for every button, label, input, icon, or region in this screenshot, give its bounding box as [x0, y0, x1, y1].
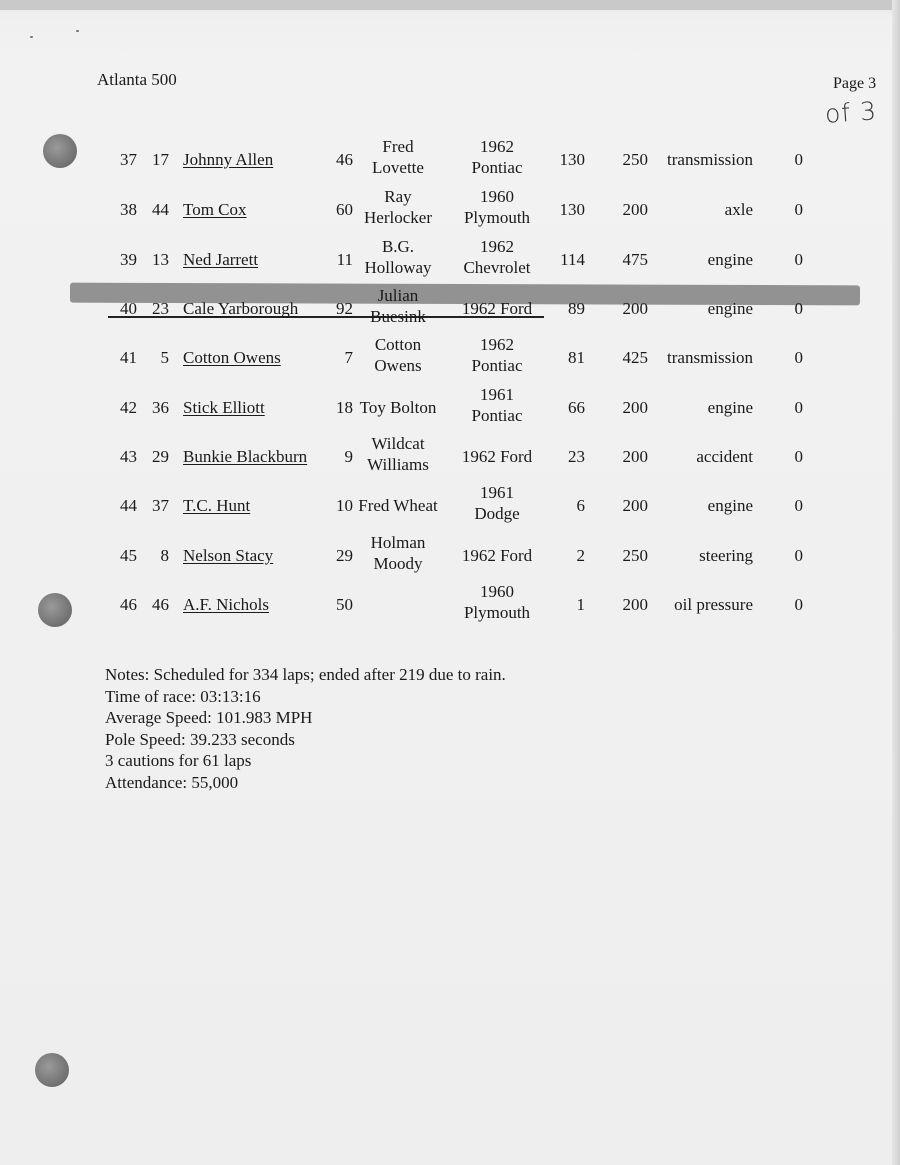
points: 0	[794, 398, 803, 417]
car-owner	[357, 334, 439, 376]
points: 0	[794, 447, 803, 466]
car-make-line: 1962	[480, 137, 514, 156]
car-make	[457, 298, 537, 319]
car-number: 50	[336, 595, 353, 614]
driver-link[interactable]: A.F. Nichols	[183, 595, 270, 614]
start-position: 8	[160, 546, 169, 565]
laps-completed: 130	[559, 150, 585, 169]
prize-money: 475	[622, 250, 648, 269]
car-owner	[357, 236, 439, 278]
points: 0	[794, 200, 803, 219]
start-position: 36	[152, 398, 169, 417]
finish-position: 42	[120, 398, 137, 417]
start-position: 44	[152, 200, 169, 219]
car-number: 46	[336, 150, 353, 169]
start-position: 13	[152, 250, 169, 269]
driver-link[interactable]: Nelson Stacy	[183, 546, 274, 565]
car-number: 11	[336, 250, 353, 269]
driver-link[interactable]: Stick Elliott	[183, 398, 265, 417]
finish-status: steering	[699, 546, 753, 565]
start-position: 37	[152, 496, 169, 515]
page-title: Atlanta 500	[97, 70, 177, 89]
binder-hole-bottom	[35, 1053, 69, 1087]
prize-money: 425	[622, 348, 648, 367]
finish-position: 38	[120, 200, 137, 219]
car-owner	[357, 397, 439, 418]
car-number: 92	[336, 299, 353, 318]
car-owner-line: Julian	[377, 286, 419, 305]
car-make-line: 1962 Ford	[461, 546, 533, 565]
race-notes	[105, 664, 506, 793]
handwritten-page-total: of 3	[824, 96, 878, 129]
finish-status: transmission	[667, 348, 753, 367]
finish-status: oil pressure	[674, 595, 753, 614]
finish-position: 39	[120, 250, 137, 269]
car-make-line: 1962	[480, 237, 514, 256]
table-row	[0, 287, 900, 337]
finish-status: engine	[707, 299, 753, 318]
car-owner	[357, 495, 439, 516]
points: 0	[794, 595, 803, 614]
prize-money: 200	[622, 496, 648, 515]
table-row	[0, 188, 900, 238]
car-make-line: 1962	[480, 335, 514, 354]
car-make-line: 1961	[480, 385, 514, 404]
note-attendance: Attendance: 55,000	[105, 772, 239, 792]
car-number: 10	[336, 496, 353, 515]
car-make-line: Pontiac	[471, 406, 523, 425]
note-cautions: 3 cautions for 61 laps	[105, 751, 252, 770]
driver-link[interactable]: Cale Yarborough	[183, 299, 299, 318]
points: 0	[794, 250, 803, 269]
car-number: 18	[336, 398, 353, 417]
scan-speck	[76, 30, 79, 32]
car-make	[457, 384, 537, 426]
laps-completed: 114	[560, 250, 585, 269]
car-owner	[357, 136, 439, 178]
page-number: Page 3	[833, 75, 877, 92]
points: 0	[794, 546, 803, 565]
car-owner-line: Wildcat	[371, 434, 425, 453]
car-owner-line: Owens	[374, 356, 422, 375]
table-row	[0, 336, 900, 386]
car-make-line: 1960	[480, 187, 514, 206]
note-time: Time of race: 03:13:16	[105, 686, 261, 706]
points: 0	[794, 299, 803, 318]
car-make-line: Plymouth	[463, 208, 531, 227]
car-make-line: 1962 Ford	[461, 447, 533, 466]
car-number: 60	[336, 200, 353, 219]
note-average-speed: Average Speed: 101.983 MPH	[105, 708, 313, 727]
laps-completed: 1	[576, 595, 585, 614]
table-row	[0, 138, 900, 188]
prize-money: 200	[622, 595, 648, 614]
car-owner	[357, 532, 439, 574]
car-owner-line: Holman	[370, 533, 426, 552]
car-owner-line: Toy Bolton	[359, 398, 437, 417]
laps-completed: 66	[568, 398, 585, 417]
car-owner-line: B.G.	[381, 237, 415, 256]
car-make	[457, 581, 537, 623]
table-row	[0, 484, 900, 534]
scan-top-edge	[0, 0, 900, 10]
table-row	[0, 386, 900, 436]
car-make	[457, 482, 537, 524]
laps-completed: 89	[568, 299, 585, 318]
car-number: 9	[344, 447, 353, 466]
start-position: 29	[152, 447, 169, 466]
car-make	[457, 334, 537, 376]
car-make	[457, 446, 537, 467]
note-laps: Notes: Scheduled for 334 laps; ended after 219 due to rain.	[105, 665, 506, 684]
start-position: 23	[152, 299, 169, 318]
car-make-line: Plymouth	[463, 603, 531, 622]
car-make	[457, 136, 537, 178]
finish-status: accident	[696, 447, 753, 466]
car-make-line: Chevrolet	[463, 258, 531, 277]
car-owner-line: Williams	[367, 455, 429, 474]
car-owner-line: Holloway	[364, 258, 432, 277]
car-make-line: 1961	[480, 483, 514, 502]
driver-link[interactable]: Bunkie Blackburn	[183, 447, 308, 466]
car-owner	[357, 433, 439, 475]
finish-position: 37	[120, 150, 137, 169]
laps-completed: 23	[568, 447, 585, 466]
prize-money: 200	[622, 200, 648, 219]
table-row	[0, 583, 900, 633]
car-owner	[357, 285, 439, 327]
laps-completed: 130	[559, 200, 585, 219]
finish-position: 40	[120, 299, 137, 318]
car-owner-line: Lovette	[372, 158, 424, 177]
start-position: 5	[160, 348, 169, 367]
car-make-line: Dodge	[474, 504, 520, 523]
driver-link[interactable]: Tom Cox	[183, 200, 247, 219]
car-owner-line: Fred Wheat	[358, 496, 438, 515]
car-owner-line: Cotton	[374, 335, 422, 354]
car-owner-line: Ray	[384, 187, 412, 206]
car-make	[457, 186, 537, 228]
car-make-line: Pontiac	[471, 356, 523, 375]
car-owner	[357, 186, 439, 228]
car-number: 29	[336, 546, 353, 565]
laps-completed: 81	[568, 348, 585, 367]
car-make-line: Pontiac	[471, 158, 523, 177]
car-make	[457, 545, 537, 566]
scan-speck	[30, 36, 33, 38]
finish-position: 41	[120, 348, 137, 367]
points: 0	[794, 496, 803, 515]
car-owner-line: Fred	[382, 137, 414, 156]
driver-link[interactable]: Johnny Allen	[183, 150, 274, 169]
car-make	[457, 236, 537, 278]
points: 0	[794, 150, 803, 169]
car-make-line: 1962 Ford	[461, 299, 533, 318]
car-make-line: 1960	[480, 582, 514, 601]
table-row	[0, 534, 900, 584]
car-owner-line: Moody	[373, 554, 423, 573]
finish-status: transmission	[667, 150, 753, 169]
prize-money: 250	[622, 546, 648, 565]
finish-position: 45	[120, 546, 137, 565]
finish-status: axle	[724, 200, 753, 219]
driver-link[interactable]: Ned Jarrett	[183, 250, 259, 269]
finish-status: engine	[707, 398, 753, 417]
table-row	[0, 238, 900, 288]
note-pole-speed: Pole Speed: 39.233 seconds	[105, 729, 295, 749]
car-number: 7	[344, 348, 353, 367]
table-row	[0, 435, 900, 485]
driver-link[interactable]: T.C. Hunt	[183, 496, 251, 515]
start-position: 17	[152, 150, 169, 169]
finish-position: 46	[120, 595, 137, 614]
car-owner-line: Buesink	[370, 307, 426, 326]
prize-money: 200	[622, 299, 648, 318]
prize-money: 200	[622, 398, 648, 417]
finish-status: engine	[707, 496, 753, 515]
finish-position: 43	[120, 447, 137, 466]
laps-completed: 2	[576, 546, 585, 565]
prize-money: 200	[622, 447, 648, 466]
driver-link[interactable]: Cotton Owens	[183, 348, 281, 367]
car-owner-line: Herlocker	[364, 208, 432, 227]
finish-status: engine	[707, 250, 753, 269]
start-position: 46	[152, 595, 169, 614]
laps-completed: 6	[576, 496, 585, 515]
prize-money: 250	[622, 150, 648, 169]
finish-position: 44	[120, 496, 137, 515]
points: 0	[794, 348, 803, 367]
